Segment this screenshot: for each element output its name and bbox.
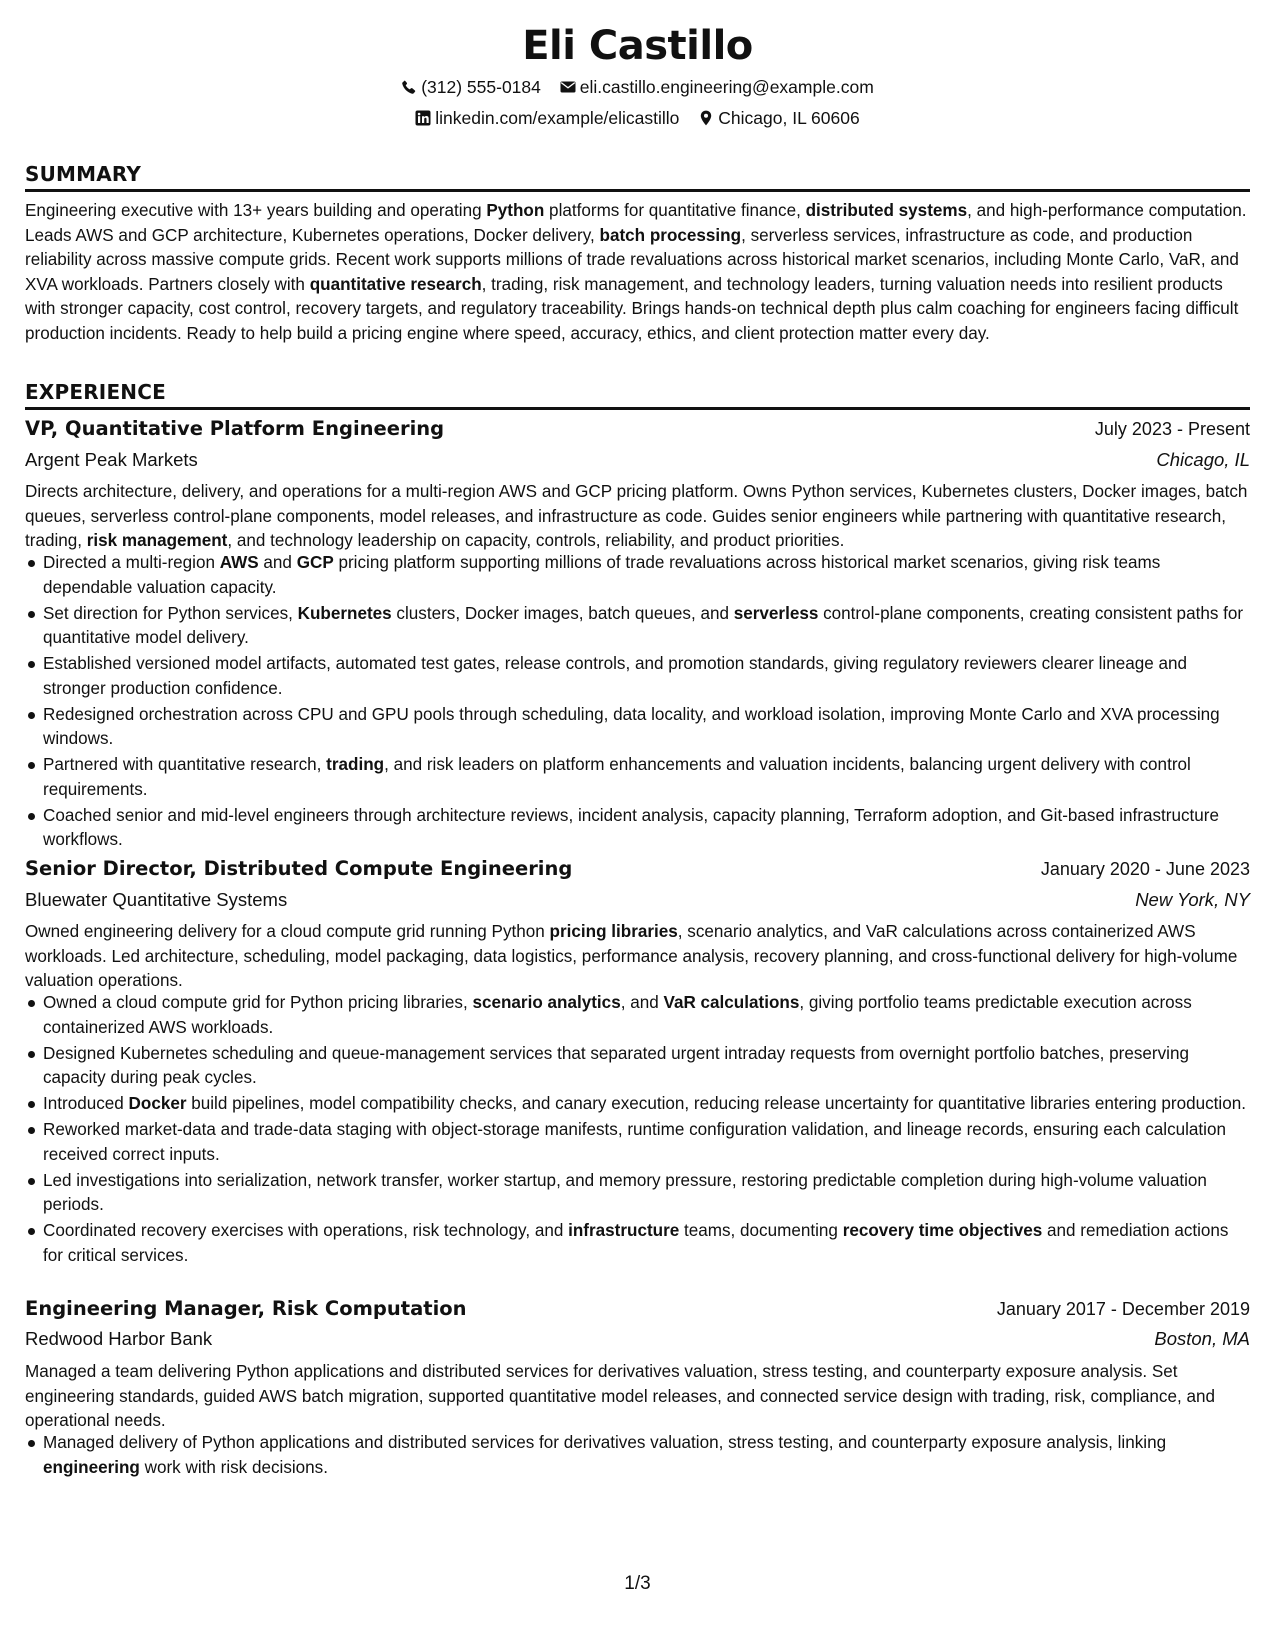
company-name: Bluewater Quantitative Systems (25, 889, 288, 910)
job-location: Chicago, IL (1156, 449, 1250, 470)
experience-heading: EXPERIENCE (25, 380, 166, 404)
bold-keyword: quantitative research (309, 274, 482, 294)
bullet-item: Led investigations into serialization, network transfer, worker startup, and memory pressure, restoring predictable completion during high-volume valuation periods. (43, 1169, 1250, 1218)
bold-keyword: distributed systems (805, 201, 968, 220)
bold-keyword: batch processing (599, 225, 742, 245)
bold-keyword: recovery time objectives (842, 1221, 1043, 1240)
contact-row-2 (25, 107, 1250, 131)
map-pin-icon (698, 110, 714, 126)
job-dates: January 2017 - December 2019 (996, 1299, 1250, 1319)
bold-keyword: Kubernetes (297, 603, 392, 623)
bullet-item: Coordinated recovery exercises with operations, risk technology, and infrastructure teams, documenting recovery time objectives and remediation actions for critical services. (43, 1219, 1250, 1268)
linkedin-contact[interactable] (415, 107, 679, 129)
page-indicator: 1/3 (624, 1573, 651, 1594)
job-dates: January 2020 - June 2023 (1040, 859, 1250, 879)
phone-icon (401, 79, 417, 95)
bullet-item: Coached senior and mid-level engineers through architecture reviews, incident analysis, capacity planning, Terraform adoption, and Git-based infrastructure workflows. (43, 804, 1250, 853)
bold-keyword: infrastructure (568, 1221, 680, 1240)
bold-keyword: scenario analytics (472, 993, 621, 1012)
resume-page (25, 0, 1250, 1650)
email-contact[interactable] (560, 76, 874, 98)
bullet-item: Directed a multi-region AWS and GCP pricing platform supporting millions of trade revaluations across historical market scenarios, giving risk teams dependable valuation capacity. (43, 551, 1250, 600)
bullet-item: Reworked market-data and trade-data staging with object-storage manifests, runtime configuration validation, and lineage records, ensuring each calculation received correct inputs. (43, 1118, 1250, 1167)
summary-text: Engineering executive with 13+ years building and operating Python platforms for quantitative finance, distributed systems, and high-performance computation. Leads AWS and GCP architecture, Kubernetes operations, Docker delivery, batch processing, serverless services, infrastructure as code, and production reliability across massive compute grids. Recent work supports millions of trade revaluations across historical market scenarios, including Monte Carlo, VaR, and XVA workloads. Partners closely with quantitative research, trading, risk management, and technology leaders, turning valuation needs into resilient products with stronger capacity, cost control, recovery targets, and regulatory traceability. Brings hands-on technical depth plus calm coaching for engineers facing difficult production incidents. Ready to help build a pricing engine where speed, accuracy, ethics, and client protection matter every day. (25, 201, 1247, 343)
summary-heading: SUMMARY (25, 162, 142, 186)
job-dates: July 2023 - Present (1094, 419, 1250, 439)
phone-contact[interactable] (401, 76, 541, 98)
bullet-item: Established versioned model artifacts, automated test gates, release controls, and promotion standards, giving regulatory reviewers clearer lineage and stronger production confidence. (43, 652, 1250, 701)
bullet-item: Set direction for Python services, Kubernetes clusters, Docker images, batch queues, and serverless control-plane components, creating consistent paths for quantitative model delivery. (43, 602, 1250, 651)
job-bullets (25, 551, 1250, 854)
bold-keyword: serverless (733, 603, 819, 623)
experience-divider (25, 407, 1250, 410)
bold-keyword: pricing libraries (549, 922, 678, 941)
email-text: eli.castillo.engineering@example.com (579, 77, 874, 97)
bullet-item: Redesigned orchestration across CPU and GPU pools through scheduling, data locality, and workload isolation, improving Monte Carlo and XVA processing windows. (43, 703, 1250, 752)
envelope-icon (560, 79, 576, 95)
location-contact (698, 107, 859, 129)
bold-keyword: Python (486, 201, 545, 220)
job-description: Owned engineering delivery for a cloud compute grid running Python pricing libraries, scenario analytics, and VaR calculations across containerized AWS workloads. Led architecture, scheduling, model packaging, data logistics, performance analysis, recovery planning, and cross-functional delivery for high-volume valuation operations. (25, 922, 1238, 991)
bullet-item: Designed Kubernetes scheduling and queue-management services that separated urgent intraday requests from overnight portfolio batches, preserving capacity during peak cycles. (43, 1042, 1250, 1091)
contact-row-1 (25, 76, 1250, 100)
bold-keyword: engineering (43, 1457, 140, 1477)
bullet-item: Managed delivery of Python applications and distributed services for derivatives valuation, stress testing, and counterparty exposure analysis, linking engineering work with risk decisions. (43, 1431, 1250, 1480)
job-title: VP, Quantitative Platform Engineering (25, 417, 445, 440)
location-text: Chicago, IL 60606 (718, 108, 860, 128)
summary-divider (25, 189, 1250, 192)
company-name: Argent Peak Markets (25, 449, 198, 470)
job-bullets (25, 991, 1250, 1270)
job-title: Senior Director, Distributed Compute Engineering (25, 857, 573, 880)
bold-keyword: GCP (296, 553, 334, 572)
bold-keyword: VaR calculations (663, 993, 800, 1012)
bold-keyword: risk management (86, 531, 228, 551)
linkedin-text: linkedin.com/example/elicastillo (435, 108, 680, 128)
job-location: New York, NY (1135, 889, 1250, 910)
job-description: Managed a team delivering Python applications and distributed services for derivatives valuation, stress testing, and counterparty exposure analysis. Set engineering standards, guided AWS batch migration, supported quantitative model releases, and connected service design with trading, risk, compliance, and operational needs. (25, 1362, 1215, 1431)
bold-keyword: Docker (128, 1094, 187, 1113)
candidate-name: Eli Castillo (522, 23, 753, 69)
bullet-item: Introduced Docker build pipelines, model compatibility checks, and canary execution, reducing release uncertainty for quantitative libraries entering production. (43, 1092, 1250, 1117)
phone-text: (312) 555-0184 (421, 77, 541, 97)
job-location: Boston, MA (1154, 1328, 1250, 1349)
job-title: Engineering Manager, Risk Computation (25, 1297, 467, 1320)
bold-keyword: AWS (219, 553, 259, 572)
company-name: Redwood Harbor Bank (25, 1328, 213, 1349)
bullet-item: Partnered with quantitative research, trading, and risk leaders on platform enhancements and valuation incidents, balancing urgent delivery with control requirements. (43, 753, 1250, 802)
bold-keyword: trading (326, 755, 385, 774)
linkedin-icon (415, 110, 431, 126)
job-description: Directs architecture, delivery, and operations for a multi-region AWS and GCP pricing platform. Owns Python services, Kubernetes clusters, Docker images, batch queues, serverless control-plane components, model releases, and infrastructure as code. Guides senior engineers while partnering with quantitative research, trading, risk management, and technology leadership on capacity, controls, reliability, and product priorities. (25, 482, 1248, 551)
bullet-item: Owned a cloud compute grid for Python pricing libraries, scenario analytics, and VaR calculations, giving portfolio teams predictable execution across containerized AWS workloads. (43, 991, 1250, 1040)
job-bullets (25, 1431, 1250, 1482)
